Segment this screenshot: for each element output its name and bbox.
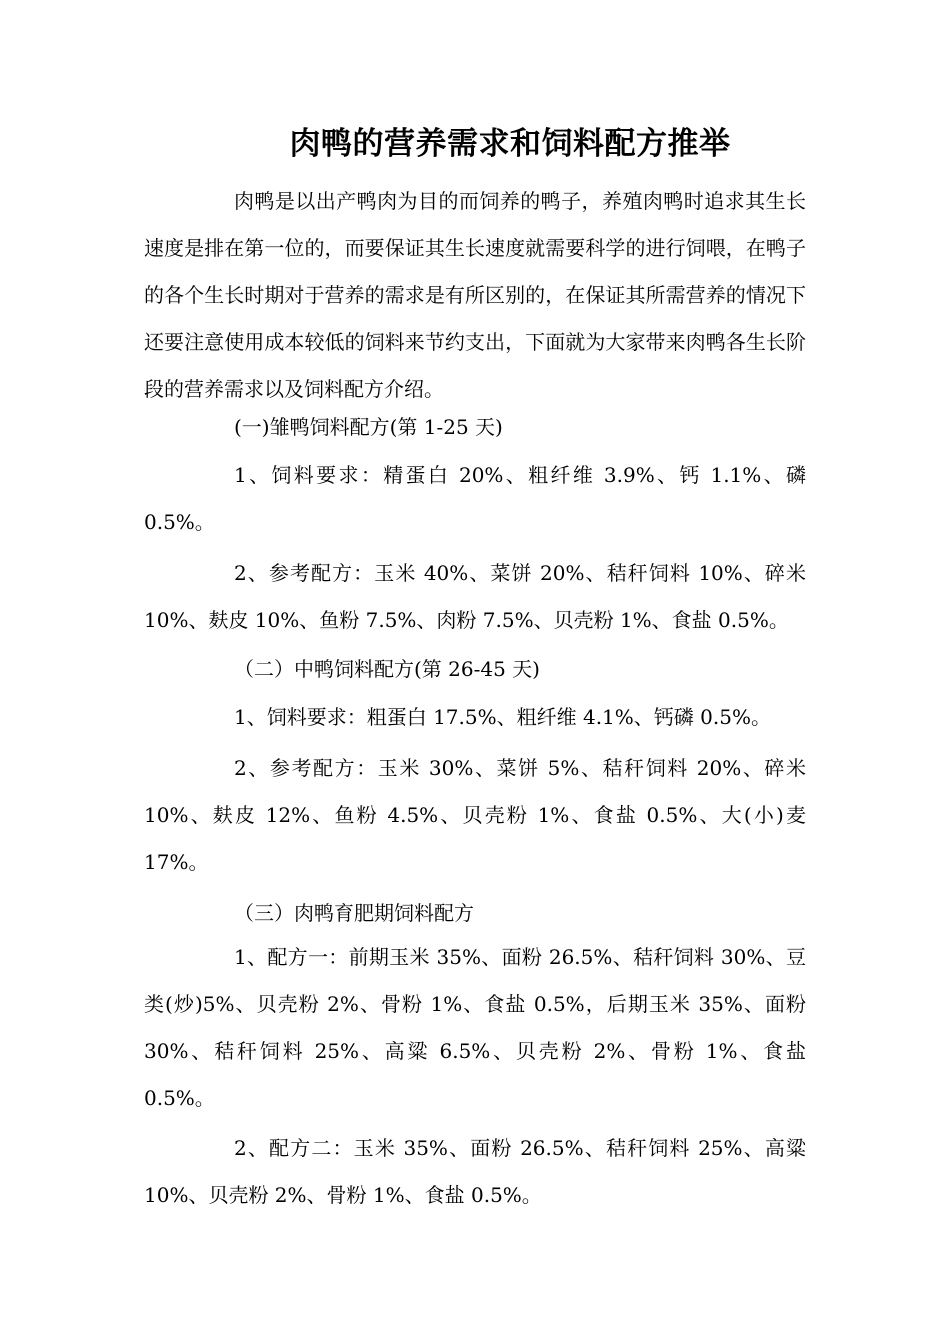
page-title: 肉鸭的营养需求和饲料配方推举 [289,126,731,162]
section-3-heading: （三）肉鸭育肥期饲料配方 [234,901,474,925]
intro-paragraph: 肉鸭是以出产鸭肉为目的而饲养的鸭子，养殖肉鸭时追求其生长速度是排在第一位的，而要保证其生长速度就需要科学的进行饲喂，在鸭子的各个生长时期对于营养的需求是有所区别的，在保证其所需营养的情况下还要注意使用成本较低的饲料来节约支出，下面就为大家带来肉鸭各生长阶段的营养需求以及饲料配方介绍。 [144,189,806,401]
section-3-item-1: 1、配方一：前期玉米 35%、面粉 26.5%、秸秆饲料 30%、豆类(炒)5%、贝壳粉 2%、骨粉 1%、食盐 0.5%，后期玉米 35%、面粉 30%、秸秆饲料 25%、高粱 6.5%、贝壳粉 2%、骨粉 1%、食盐 0.5%。 [144,945,806,1110]
section-2-heading: （二）中鸭饲料配方(第 26-45 天) [234,657,540,681]
section-2-item-1: 1、饲料要求：粗蛋白 17.5%、粗纤维 4.1%、钙磷 0.5%。 [234,705,771,729]
section-1-item-1: 1、饲料要求：精蛋白 20%、粗纤维 3.9%、钙 1.1%、磷 0.5%。 [144,463,806,534]
section-2-item-2: 2、参考配方：玉米 30%、菜饼 5%、秸秆饲料 20%、碎米 10%、麸皮 12%、鱼粉 4.5%、贝壳粉 1%、食盐 0.5%、大(小)麦 17%。 [144,756,806,874]
section-1-heading: (一)雏鸭饲料配方(第 1-25 天) [234,415,503,439]
section-3-item-2: 2、配方二：玉米 35%、面粉 26.5%、秸秆饲料 25%、高粱 10%、贝壳粉 2%、骨粉 1%、食盐 0.5%。 [144,1136,806,1207]
section-1-item-2: 2、参考配方：玉米 40%、菜饼 20%、秸秆饲料 10%、碎米 10%、麸皮 10%、鱼粉 7.5%、肉粉 7.5%、贝壳粉 1%、食盐 0.5%。 [144,561,806,632]
